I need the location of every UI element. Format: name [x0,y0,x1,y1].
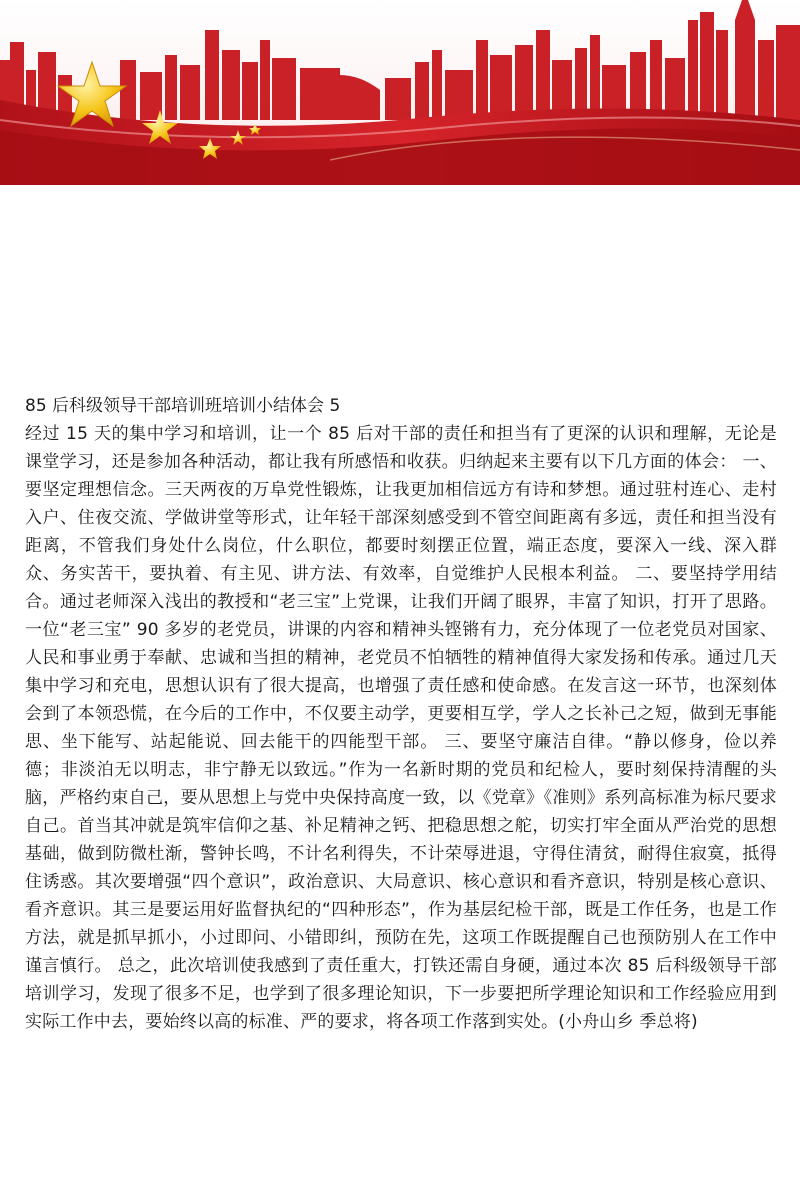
document-title: 85 后科级领导干部培训班培训小结体会 5 [25,396,341,416]
city-skyline-illustration [0,0,800,185]
document-body: 经过 15 天的集中学习和培训，让一个 85 后对干部的责任和担当有了更深的认识和理解，无论是课堂学习，还是参加各种活动，都让我有所感悟和收获。归纳起来主要有以下几方面的体会： 一、要坚定理想信念。三天两夜的万阜党性锻炼，让我更加相信远方有诗和梦想。通过驻村连心、走村入户、住夜交流、学做讲堂等形式，让年轻干部深刻感受到不管空间距离有多远，责任和担当没有距离，不管我们身处什么岗位，什么职位，都要时刻摆正位置，端正态度，要深入一线、深入群众、务实苦干，要执着、有主见、讲方法、有效率，自觉维护人民根本利益。 二、要坚持学用结合。通过老师深入浅出的教授和“老三宝”上党课，让我们开阔了眼界，丰富了知识，打开了思路。一位“老三宝” 90 多岁的老党员，讲课的内容和精神头铿锵有力，充分体现了一位老党员对国家、人民和事业勇于奉献、忠诚和当担的精神，老党员不怕牺牲的精神值得大家发扬和传承。通过几天集中学习和充电，思想认识有了很大提高，也增强了责任感和使命感。在发言这一环节，也深刻体会到了本领恐慌，在今后的工作中，不仅要主动学，更要相互学，学人之长补己之短，做到无事能思、坐下能写、站起能说、回去能干的四能型干部。 三、要坚守廉洁自律。“静以修身，俭以养德；非淡泊无以明志，非宁静无以致远。”作为一名新时期的党员和纪检人，要时刻保持清醒的头脑，严格约束自己，要从思想上与党中央保持高度一致，以《党章》《准则》系列高标准为标尺要求自己。首当其冲就是筑牢信仰之基、补足精神之钙、把稳思想之舵，切实打牢全面从严治党的思想基础，做到防微杜渐，警钟长鸣，不计名利得失，不计荣辱进退，守得住清贫，耐得住寂寞，抵得住诱惑。其次要增强“四个意识”，政治意识、大局意识、核心意识和看齐意识，特别是核心意识、看齐意识。其三是要运用好监督执纪的“四种形态”，作为基层纪检干部，既是工作任务，也是工作方法，就是抓早抓小，小过即问、小错即纠，预防在先，这项工作既提醒自己也预防别人在工作中谨言慎行。 总之，此次培训使我感到了责任重大，打铁还需自身硬，通过本次 85 后科级领导干部培训学习，发现了很多不足，也学到了很多理论知识，下一步要把所学理论知识和工作经验应用到实际工作中去，要始终以高的标准、严的要求，将各项工作落到实处。(小舟山乡 季总将) [25,424,777,1032]
header-banner [0,0,800,185]
document-content [25,392,777,1036]
